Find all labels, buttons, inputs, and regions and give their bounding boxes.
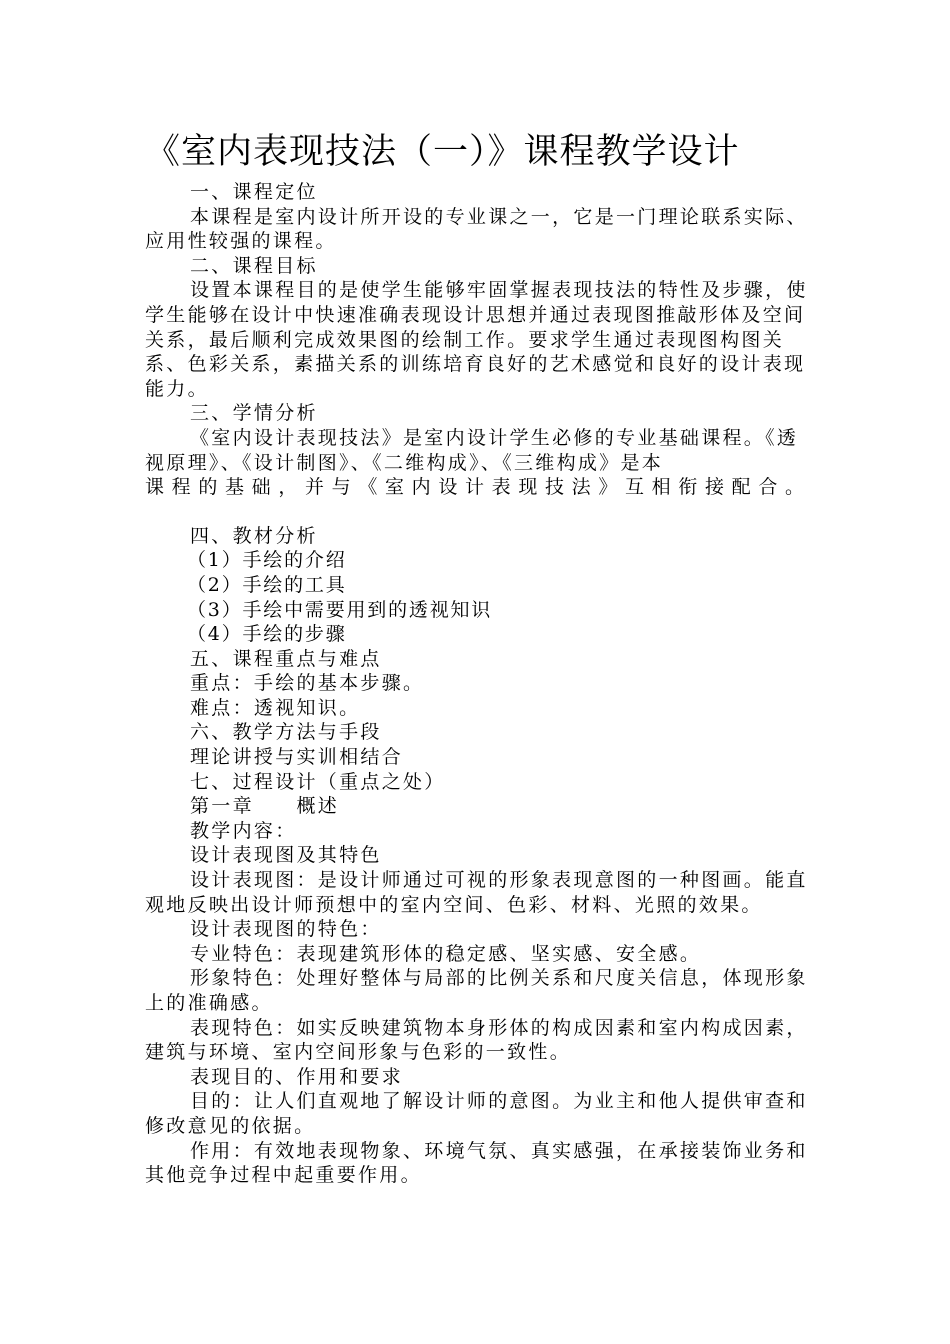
- document-title: 《室内表现技法（一）》课程教学设计: [145, 132, 740, 172]
- paragraph: （2）手绘的工具: [187, 573, 347, 596]
- paragraph: 设计表现图及其特色: [190, 844, 382, 867]
- paragraph: 课程的基础，并与《室内设计表现技法》互相衔接配合。: [145, 476, 810, 499]
- paragraph: 目的：让人们直观地了解设计师的意图。为业主和他人提供审查和修改意见的依据。: [145, 1090, 808, 1137]
- paragraph: 七、过程设计（重点之处）: [190, 770, 446, 793]
- paragraph: 重点：手绘的基本步骤。: [190, 672, 425, 695]
- paragraph: 四、教材分析: [190, 524, 318, 547]
- paragraph: 专业特色：表现建筑形体的稳定感、坚实感、安全感。: [190, 942, 702, 965]
- paragraph: 六、教学方法与手段: [190, 721, 382, 744]
- document-body: [145, 180, 810, 1188]
- paragraph: 五、课程重点与难点: [190, 647, 382, 670]
- paragraph: 三、学情分析: [190, 402, 318, 425]
- paragraph: 二、课程目标: [190, 254, 318, 277]
- paragraph: 本课程是室内设计所开设的专业课之一，它是一门理论联系实际、应用性较强的课程。: [145, 205, 808, 253]
- paragraph: 形象特色：处理好整体与局部的比例关系和尺度关信息，体现形象上的准确感。: [145, 967, 808, 1014]
- paragraph: 难点：透视知识。: [190, 696, 361, 719]
- paragraph: 设计表现图：是设计师通过可视的形象表现意图的一种图画。能直观地反映出设计师预想中的室内空间、色彩、材料、光照的效果。: [145, 869, 808, 916]
- blank-line: [145, 500, 810, 524]
- paragraph: 作用：有效地表现物象、环境气氛、真实感强，在承接装饰业务和其他竞争过程中起重要作用。: [145, 1139, 808, 1187]
- paragraph: （3）手绘中需要用到的透视知识: [187, 598, 493, 621]
- document-page: [145, 128, 810, 1188]
- paragraph: 第一章 概述: [190, 795, 340, 818]
- paragraph: （1）手绘的介绍: [187, 549, 347, 572]
- paragraph: 设置本课程目的是使学生能够牢固掌握表现技法的特性及步骤，使学生能够在设计中快速准确表现设计思想并通过表现图推敲形体及空间关系，最后顺利完成效果图的绘制工作。要求学生通过表现图构图关系、色彩关系，素描关系的训练培育良好的艺术感觉和良好的设计表现能力。: [145, 279, 808, 400]
- paragraph: 表现特色：如实反映建筑物本身形体的构成因素和室内构成因素，建筑与环境、室内空间形象与色彩的一致性。: [145, 1016, 808, 1064]
- paragraph: 一、课程定位: [190, 181, 318, 203]
- paragraph: 理论讲授与实训相结合: [190, 746, 404, 769]
- paragraph: 教学内容：: [190, 819, 297, 842]
- paragraph: 表现目的、作用和要求: [190, 1065, 404, 1088]
- paragraph: 《室内设计表现技法》是室内设计学生必修的专业基础课程。《透视原理》、《设计制图》、《二维构成》、《三维构成》是本: [145, 426, 799, 474]
- paragraph: （4）手绘的步骤: [187, 623, 347, 646]
- paragraph: 设计表现图的特色：: [190, 918, 382, 941]
